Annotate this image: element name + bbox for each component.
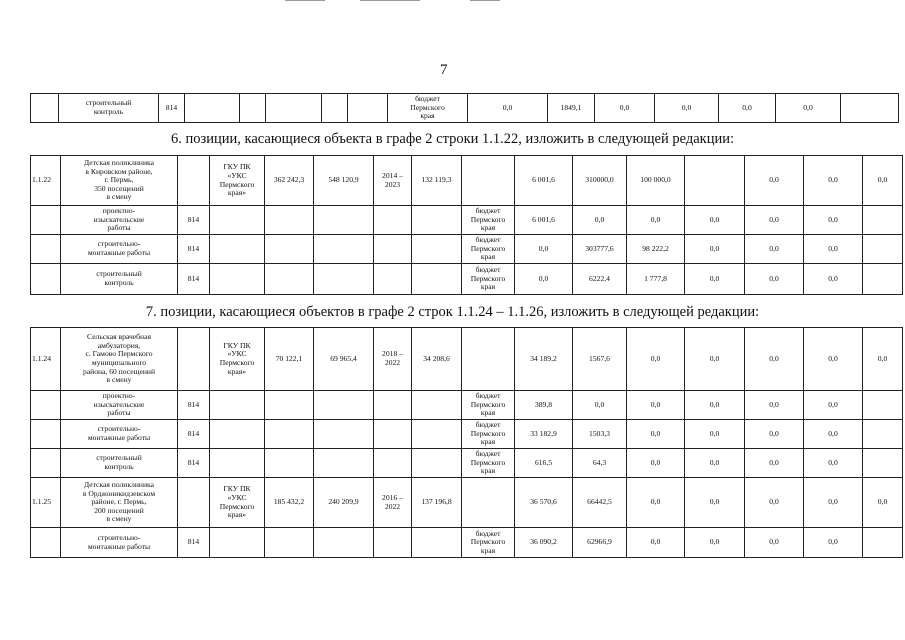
table-cell [265,264,314,295]
table-cell: 0,0 [685,264,745,295]
table-cell: 0,0 [719,94,776,123]
table-cell [266,94,322,123]
table-cell: 0,0 [685,449,745,478]
table-cell: 0,0 [627,328,685,391]
table-cell: строительно- монтажные работы [61,235,178,264]
table-cell: ГКУ ПК «УКС Пермского края» [210,478,265,528]
table-cell [31,94,59,123]
table-cell: ГКУ ПК «УКС Пермского края» [210,328,265,391]
table-cell [374,391,412,420]
table-cell: 36 090,2 [515,528,573,558]
table-cell [31,235,61,264]
table-cell: 0,0 [863,328,903,391]
table-cell: 0,0 [745,478,804,528]
table-cell: 64,3 [573,449,627,478]
table-row [31,264,903,295]
table-cell [462,328,515,391]
table-cell [412,391,462,420]
table-cell: 98 222,2 [627,235,685,264]
table-cell: 0,0 [804,328,863,391]
table-cell: 310000,0 [573,156,627,206]
table-cell: 814 [178,264,210,295]
table-cell: 1.1.22 [31,156,61,206]
table-cell: 2018 – 2022 [374,328,412,391]
table-cell [374,235,412,264]
table-cell: ГКУ ПК «УКС Пермского края» [210,156,265,206]
table-cell: 814 [178,206,210,235]
table-cell: 0,0 [745,328,804,391]
table-row [31,528,903,558]
table-cell [210,449,265,478]
table-cell: 0,0 [573,391,627,420]
table-cell [412,420,462,449]
table-cell [240,94,266,123]
top-edge-rule [360,0,420,1]
table-cell [31,391,61,420]
table-cell [265,528,314,558]
table-cell: 814 [159,94,185,123]
table-cell: 1 777,8 [627,264,685,295]
top-edge-rule [285,0,325,1]
table-row [31,449,903,478]
table-cell [314,235,374,264]
table-cell [178,478,210,528]
table-cell [374,264,412,295]
table-row [31,206,903,235]
table-cell [322,94,348,123]
table-cell: Сельская врачебная амбулатория, с. Гамово Пермского муниципального района, 60 посещений в смену [61,328,178,391]
table-cell: бюджет Пермского края [462,420,515,449]
table-cell: 814 [178,235,210,264]
table-cell [314,206,374,235]
table-cell [210,264,265,295]
table-cell [348,94,388,123]
table-cell [462,156,515,206]
table-cell: 0,0 [468,94,548,123]
table-cell [374,449,412,478]
table-cell: 0,0 [627,449,685,478]
table-cell: Детская поликлиника в Кировском районе, г. Пермь, 350 посещений в смену [61,156,178,206]
table-cell: 303777,6 [573,235,627,264]
table-cell [210,528,265,558]
table-cell: строительный контроль [61,264,178,295]
table-cell: 185 432,2 [265,478,314,528]
table-cell: 34 208,6 [412,328,462,391]
table-cell [412,264,462,295]
table-cell [265,391,314,420]
table-cell: 0,0 [804,449,863,478]
table-cell: 616,5 [515,449,573,478]
table-cell: 0,0 [685,206,745,235]
table-cell [412,449,462,478]
table-cell: 0,0 [515,264,573,295]
table-cell [265,420,314,449]
table-cell [841,94,899,123]
top-edge-rule [470,0,500,1]
table-cell: 0,0 [745,528,804,558]
table-cell: Детская поликлиника в Орджоникидзевском районе, г. Пермь, 200 посещений в смену [61,478,178,528]
table-cell: 814 [178,449,210,478]
table-cell: 0,0 [685,391,745,420]
table-cell: 0,0 [685,420,745,449]
table-cell: 70 122,1 [265,328,314,391]
table-cell: 0,0 [863,156,903,206]
table-cell: 2014 – 2023 [374,156,412,206]
table-row [31,235,903,264]
table-cell: 62966,9 [573,528,627,558]
table-cell: 66442,5 [573,478,627,528]
table-cell: 814 [178,420,210,449]
table-cell [31,420,61,449]
table-cell: 0,0 [745,420,804,449]
table-row [31,94,899,123]
table-cell: 132 119,3 [412,156,462,206]
table-cell: 0,0 [804,420,863,449]
table-cell [412,528,462,558]
table-cell: бюджет Пермского края [462,206,515,235]
table-cell: бюджет Пермского края [462,449,515,478]
table-cell [265,235,314,264]
table-cell: 0,0 [627,528,685,558]
table-cell [863,449,903,478]
table-cell [178,328,210,391]
table-cell: 389,8 [515,391,573,420]
table-cell: 0,0 [685,528,745,558]
table-cell [314,528,374,558]
table-cell: 548 120,9 [314,156,374,206]
table-cell [210,206,265,235]
table-cell: 814 [178,391,210,420]
table-cell: 362 242,3 [265,156,314,206]
table-cell [314,449,374,478]
table-cell [863,528,903,558]
table-cell [374,206,412,235]
table-cell: строительный контроль [59,94,159,123]
table-cell: 2016 – 2022 [374,478,412,528]
table-cell: 1.1.24 [31,328,61,391]
table-cell [265,206,314,235]
table-cell [210,235,265,264]
table-cell: 0,0 [804,206,863,235]
table-cell: 0,0 [685,478,745,528]
table-cell: 0,0 [745,391,804,420]
table-cell: 0,0 [627,478,685,528]
table-row [31,328,903,391]
table-cell: 0,0 [804,264,863,295]
table-cell [412,206,462,235]
table-cell: бюджет Пермского края [462,264,515,295]
table-cell: 0,0 [515,235,573,264]
table-cell [863,391,903,420]
table-cell [863,206,903,235]
table-cell: проектно- изыскательские работы [61,206,178,235]
table-cell [210,391,265,420]
table-cell: 0,0 [745,264,804,295]
table-cell: строительно- монтажные работы [61,420,178,449]
table-cell: проектно- изыскательские работы [61,391,178,420]
table-cell: 0,0 [745,206,804,235]
table-cell [863,420,903,449]
table-cell: 240 209,9 [314,478,374,528]
table-cell: 34 189,2 [515,328,573,391]
table-cell: 0,0 [685,235,745,264]
table-cell: 0,0 [745,235,804,264]
table-cell [412,235,462,264]
table-cell: 0,0 [804,528,863,558]
table-cell: 0,0 [573,206,627,235]
table-cell [314,420,374,449]
table-cell: 33 182,9 [515,420,573,449]
table-cell [314,391,374,420]
table-cell: 814 [178,528,210,558]
table-cell: 6222,4 [573,264,627,295]
table-cell: 100 000,0 [627,156,685,206]
table-cell: 0,0 [804,391,863,420]
table-cell: строительно- монтажные работы [61,528,178,558]
table-cell: 0,0 [595,94,655,123]
table-cell: 0,0 [863,478,903,528]
table-cell: 0,0 [627,420,685,449]
table-row [31,420,903,449]
table-cell: 0,0 [685,328,745,391]
table-cell: 1503,3 [573,420,627,449]
table-cell: бюджет Пермского края [462,528,515,558]
table-cell: 0,0 [804,235,863,264]
table-cell [31,449,61,478]
table-cell: 69 965,4 [314,328,374,391]
table-cell: 36 570,6 [515,478,573,528]
table-row [31,156,903,206]
table-cell [374,420,412,449]
table-cell [31,528,61,558]
section-7-heading: 7. позиции, касающиеся объектов в графе 2 строк 1.1.24 – 1.1.26, изложить в следующей редакции: [145,304,760,320]
table-cell [185,94,240,123]
table-cell: 0,0 [776,94,841,123]
table-cell: 137 196,8 [412,478,462,528]
section-6-heading: 6. позиции, касающиеся объекта в графе 2 строки 1.1.22, изложить в следующей редакции: [170,131,735,147]
table-cell: 6 001,6 [515,206,573,235]
table-cell [374,528,412,558]
table-cell [210,420,265,449]
table-cell: бюджет Пермского края [462,235,515,264]
table-cell [31,264,61,295]
table-cell [31,206,61,235]
table-cell: бюджет Пермского края [462,391,515,420]
table-cell: 1.1.25 [31,478,61,528]
table-row [31,478,903,528]
table-cell: бюджет Пермского края [388,94,468,123]
table-cell: 0,0 [745,449,804,478]
table-cell: 0,0 [627,391,685,420]
table-cell [863,264,903,295]
table-row [31,391,903,420]
page-number: 7 [440,62,448,78]
table-cell [462,478,515,528]
table-cell [863,235,903,264]
table-item-1-1-22 [30,155,903,295]
table-cell [685,156,745,206]
table-cell: 0,0 [627,206,685,235]
table-items-1-1-24-1-1-25 [30,327,903,558]
table-cell: строительный контроль [61,449,178,478]
table-continuation-row [30,93,899,123]
table-cell: 1567,6 [573,328,627,391]
table-cell: 0,0 [804,478,863,528]
table-cell [265,449,314,478]
table-cell [178,156,210,206]
table-cell [314,264,374,295]
table-cell: 0,0 [655,94,719,123]
table-cell: 0,0 [804,156,863,206]
table-cell: 1849,1 [548,94,595,123]
table-cell: 0,0 [745,156,804,206]
table-cell: 6 001,6 [515,156,573,206]
